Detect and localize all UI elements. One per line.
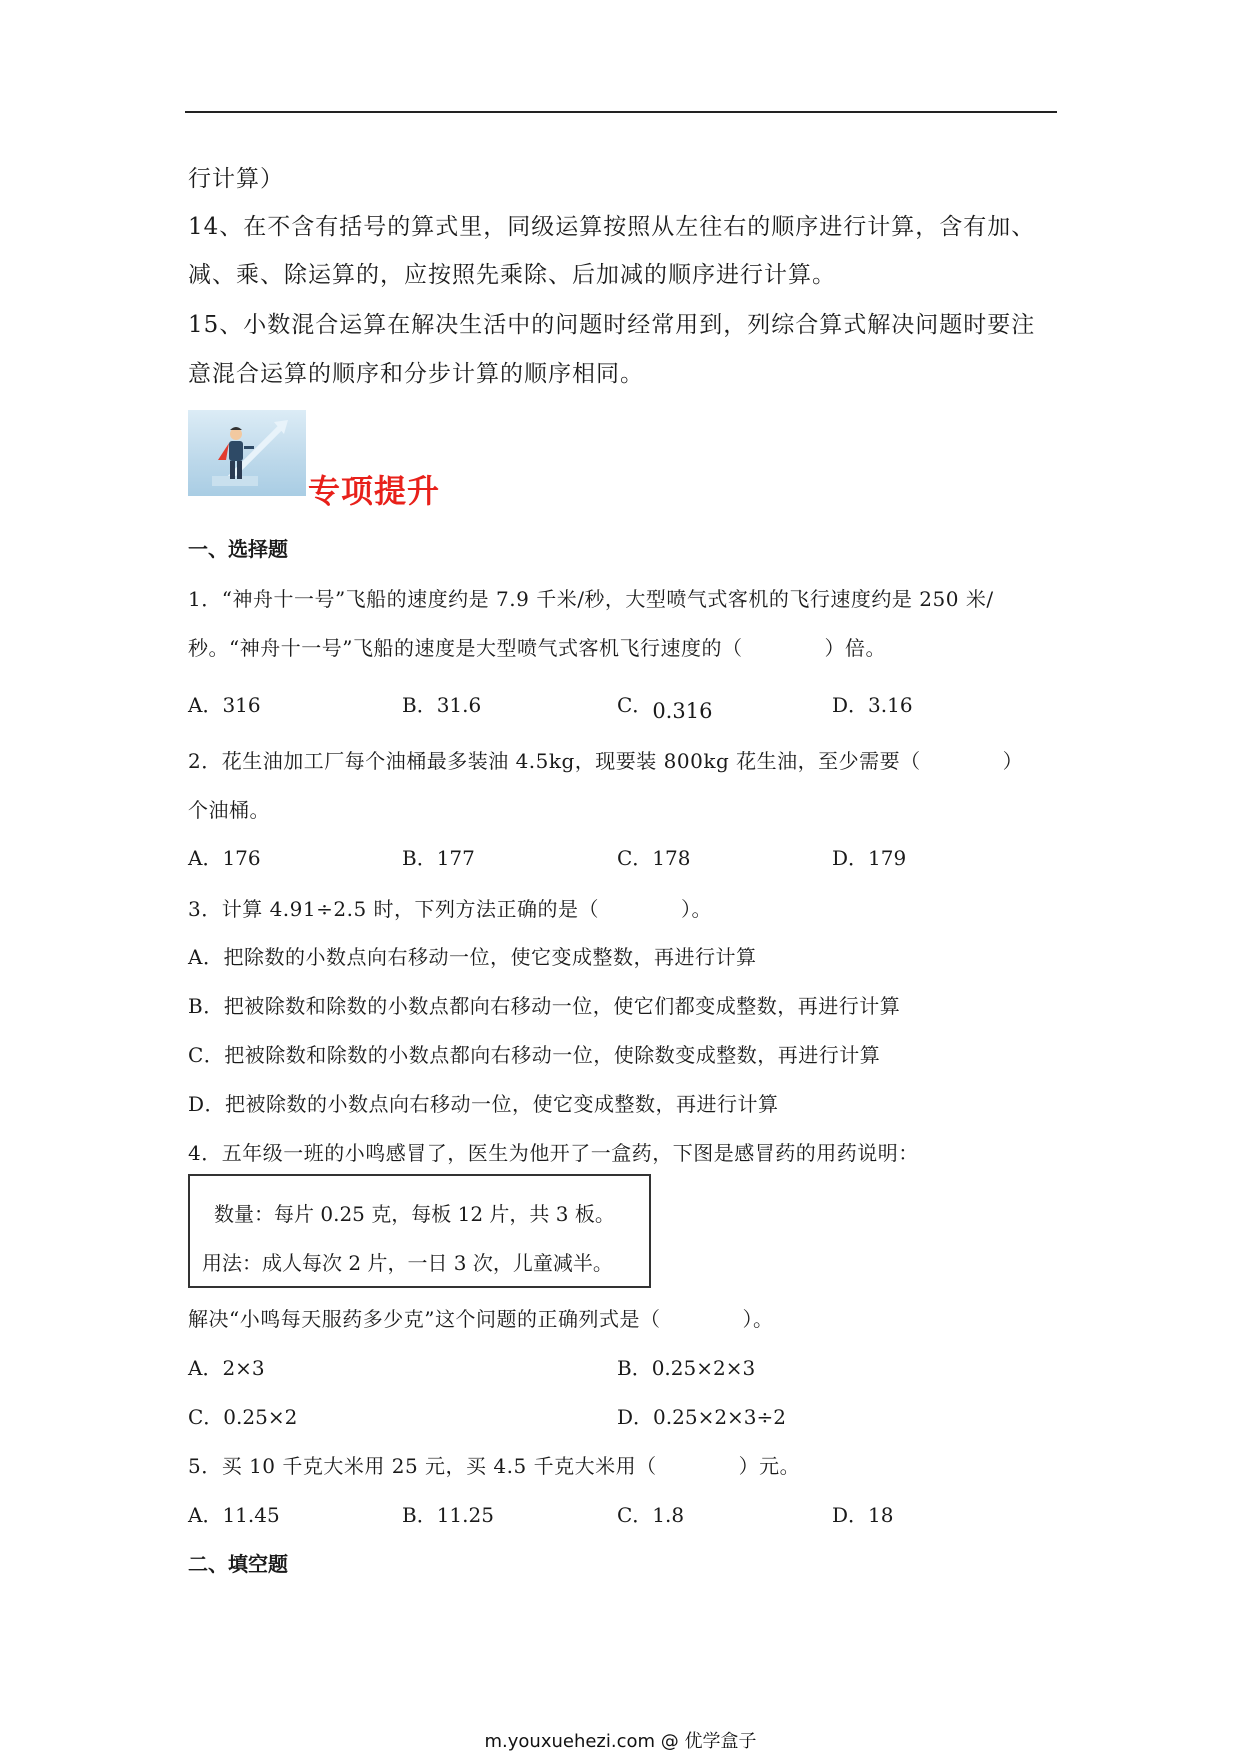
intro-item-14-line2: 减、乘、除运算的，应按照先乘除、后加减的顺序进行计算。 (188, 262, 836, 288)
medicine-quantity-line: 数量：每片 0.25 克，每板 12 片，共 3 板。 (214, 1202, 615, 1226)
intro-item-15-line2: 意混合运算的顺序和分步计算的顺序相同。 (188, 361, 644, 387)
medicine-usage-line: 用法：成人每次 2 片，一日 3 次，儿童减半。 (202, 1251, 613, 1275)
q5-stem: 5．买 10 千克大米用 25 元，买 4.5 千克大米用（ ）元。 (188, 1454, 801, 1478)
header-rule (185, 111, 1057, 113)
section-heading-choice: 一、选择题 (188, 537, 288, 561)
intro-line-continuation: 行计算） (188, 166, 284, 192)
q3-option-b: B．把被除数和除数的小数点都向右移动一位，使它们都变成整数，再进行计算 (188, 994, 901, 1018)
q1-option-c-label: C． (617, 693, 653, 717)
q4-option-b: B．0.25×2×3 (617, 1356, 756, 1380)
q1-stem-line1: 1．“神舟十一号”飞船的速度约是 7.9 千米/秒，大型喷气式客机的飞行速度约是 250 米/ (188, 587, 994, 611)
q5-option-a: A．11.45 (188, 1503, 280, 1527)
banner-title: 专项提升 (308, 472, 441, 510)
q4-stem: 4．五年级一班的小鸣感冒了，医生为他开了一盒药，下图是感冒药的用药说明： (188, 1141, 919, 1165)
q1-stem-line2: 秒。“神舟十一号”飞船的速度是大型喷气式客机飞行速度的（ ）倍。 (188, 636, 886, 660)
section-heading-fill-blank: 二、填空题 (188, 1552, 288, 1576)
medicine-instruction-box (188, 1174, 651, 1288)
q4-question: 解决“小鸣每天服药多少克”这个问题的正确列式是（ ）。 (188, 1307, 774, 1331)
q1-option-a: A．316 (188, 693, 261, 717)
q3-option-a: A．把除数的小数点向右移动一位，使它变成整数，再进行计算 (188, 945, 757, 969)
q3-stem: 3．计算 4.91÷2.5 时，下列方法正确的是（ ）。 (188, 897, 713, 921)
q5-option-b: B．11.25 (402, 1503, 494, 1527)
businessman-illustration-icon (188, 410, 306, 496)
q5-option-d: D．18 (832, 1503, 894, 1527)
q2-option-a: A．176 (188, 846, 261, 870)
footer-source: m.youxuehezi.com @ 优学盒子 (484, 1731, 757, 1752)
q1-option-b: B．31.6 (402, 693, 482, 717)
q4-option-c: C．0.25×2 (188, 1405, 298, 1429)
q2-option-c: C．178 (617, 846, 691, 870)
q1-option-d: D．3.16 (832, 693, 913, 717)
q4-option-d: D．0.25×2×3÷2 (617, 1405, 787, 1429)
q1-option-c (617, 689, 713, 723)
intro-item-15-line1: 15、小数混合运算在解决生活中的问题时经常用到，列综合算式解决问题时要注 (188, 312, 1036, 338)
q5-option-c: C．1.8 (617, 1503, 685, 1527)
intro-item-14-line1: 14、在不含有括号的算式里，同级运算按照从左往右的顺序进行计算，含有加、 (188, 214, 1036, 240)
q3-option-c: C．把被除数和除数的小数点都向右移动一位，使除数变成整数，再进行计算 (188, 1043, 881, 1067)
q3-option-d: D．把被除数的小数点向右移动一位，使它变成整数，再进行计算 (188, 1092, 779, 1116)
q1-option-c-value: 0.316 (652, 699, 713, 723)
q2-option-d: D．179 (832, 846, 907, 870)
q4-option-a: A．2×3 (188, 1356, 265, 1380)
q2-stem-line2: 个油桶。 (188, 798, 270, 822)
banner-illustration (188, 410, 306, 496)
q2-option-b: B．177 (402, 846, 475, 870)
q2-stem-line1: 2．花生油加工厂每个油桶最多装油 4.5kg，现要装 800kg 花生油，至少需要（ ） (188, 749, 1024, 773)
